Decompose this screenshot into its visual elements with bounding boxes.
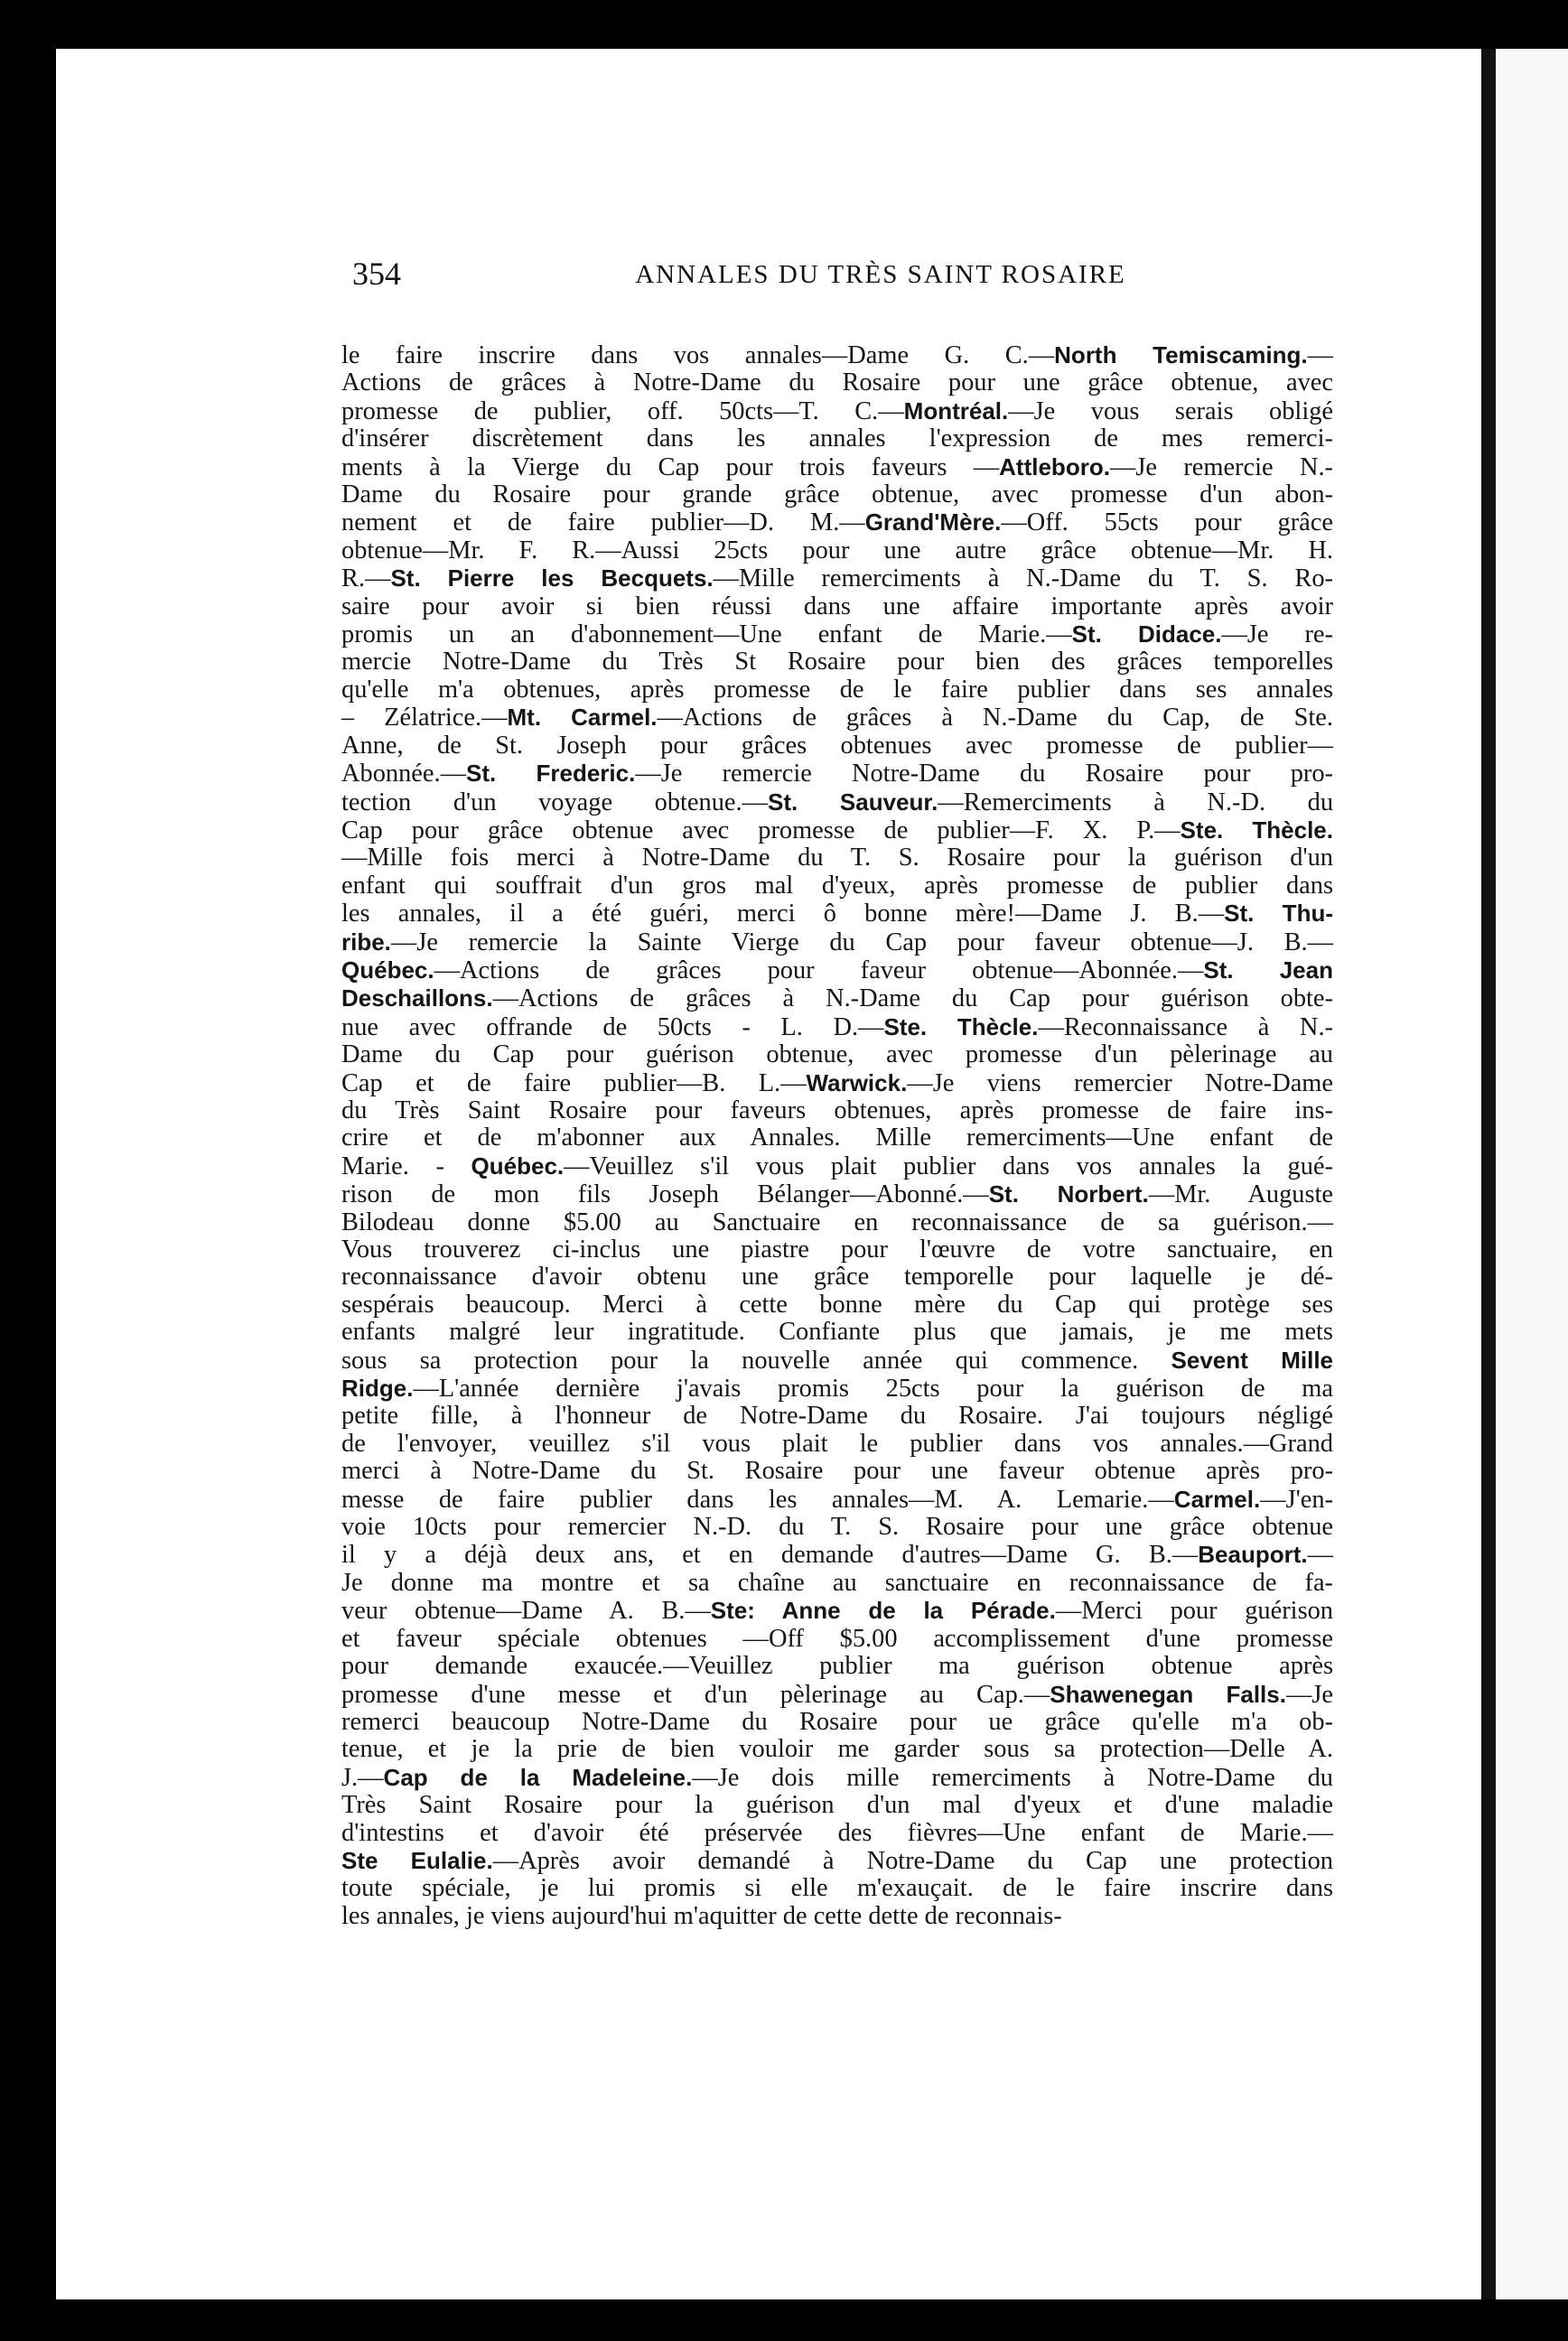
- text-run: crire et de m'abonner aux Annales. Mille remerciments—Une enfant de: [341, 1124, 1333, 1152]
- text-line: [341, 1097, 1333, 1124]
- facing-page-edge: [1496, 49, 1568, 2299]
- text-line: [341, 369, 1333, 396]
- place-name: ribe.: [341, 928, 391, 956]
- text-line: [341, 1903, 1333, 1930]
- text-line: [341, 1319, 1333, 1346]
- text-run: mercie Notre-Dame du Très St Rosaire pour bien des grâces temporelles: [341, 648, 1333, 676]
- text-run: —Remerciments à N.-D. du: [938, 788, 1334, 816]
- text-line: [341, 1541, 1333, 1569]
- place-name: Mt. Carmel.: [507, 704, 658, 732]
- text-run: tenue, et je la prie de bien vouloir me garder sous sa protection—Delle A.: [341, 1735, 1333, 1764]
- text-run: tection d'un voyage obtenue.—: [341, 788, 768, 816]
- text-run: enfants malgré leur ingratitude. Confiante plus que jamais, je me mets: [341, 1318, 1333, 1347]
- text-run: nue avec offrande de 50cts - L. D.—: [341, 1012, 884, 1041]
- text-line: [341, 1431, 1333, 1458]
- text-run: J.—: [341, 1763, 384, 1792]
- page-gutter-edge: [1481, 49, 1496, 2299]
- text-line: [341, 1792, 1333, 1819]
- text-line: [341, 481, 1333, 508]
- text-run: —Mille remerciments à N.-Dame du T. S. Ro-: [713, 564, 1333, 593]
- text-run: sespérais beaucoup. Merci à cette bonne mère du Cap qui protège ses: [341, 1290, 1333, 1319]
- text-run: Dame du Cap pour guérison obtenue, avec promesse d'un pèlerinage au: [341, 1040, 1333, 1069]
- place-name: Beauport.: [1198, 1541, 1308, 1569]
- place-name: Cap de la Madeleine.: [383, 1763, 693, 1791]
- text-run: —Off. 55cts pour grâce: [1001, 508, 1333, 537]
- text-run: —Reconnaissance à N.-: [1038, 1012, 1333, 1041]
- text-run: de l'envoyer, veuillez s'il vous plait le publier dans vos annales.—Grand: [341, 1429, 1333, 1458]
- text-run: Abonnée.—: [341, 760, 466, 788]
- text-line: [341, 1514, 1333, 1541]
- text-line: [341, 1875, 1333, 1902]
- text-line: [341, 1124, 1333, 1152]
- text-run: Très Saint Rosaire pour la guérison d'un mal d'yeux et d'une maladie: [341, 1791, 1333, 1820]
- text-line: [341, 760, 1333, 788]
- text-line: [341, 1264, 1333, 1291]
- page-header: [352, 255, 1301, 309]
- place-name: Deschaillons.: [341, 984, 493, 1012]
- text-run: rison de mon fils Joseph Bélanger—Abonné.—: [341, 1180, 989, 1209]
- text-line: [341, 620, 1333, 648]
- text-line: [341, 593, 1333, 620]
- text-run: il y a déjà deux ans, et en demande d'autres—Dame G. B.—: [341, 1541, 1199, 1570]
- text-run: d'intestins et d'avoir été préservée des fièvres—Une enfant de Marie.—: [341, 1818, 1333, 1847]
- text-run: —Je viens remercier Notre-Dame: [907, 1068, 1333, 1097]
- text-line: [341, 564, 1333, 592]
- text-run: —Veuillez s'il vous plait publier dans vos annales la gué-: [564, 1152, 1333, 1180]
- text-run: —Actions de grâces pour faveur obtenue—Abonnée.—: [434, 956, 1204, 984]
- text-run: —L'année dernière j'avais promis 25cts pour la guérison de ma: [413, 1375, 1333, 1404]
- place-name: St. Norbert.: [988, 1180, 1149, 1208]
- text-run: Cap et de faire publier—B. L.—: [341, 1068, 807, 1097]
- text-line: [341, 844, 1333, 872]
- text-line: [341, 872, 1333, 900]
- text-run: Actions de grâces à Notre-Dame du Rosaire pour une grâce obtenue, avec: [341, 368, 1333, 397]
- text-run: —Actions de grâces à N.-Dame du Cap, de Ste.: [657, 704, 1333, 732]
- text-run: pour demande exaucée.—Veuillez publier ma guérison obtenue après: [341, 1652, 1333, 1681]
- text-line: [341, 1570, 1333, 1597]
- text-line: [341, 1681, 1333, 1709]
- text-line: [341, 1292, 1333, 1319]
- text-run: les annales, il a été guéri, merci ô bonne mère!—Dame J. B.—: [341, 900, 1225, 928]
- text-line: [341, 537, 1333, 564]
- text-line: [341, 1013, 1333, 1041]
- text-run: —Je remercie Notre-Dame du Rosaire pour pro-: [635, 760, 1333, 788]
- place-name: Ste Eulalie.: [341, 1846, 493, 1874]
- place-name: Shawenegan Falls.: [1050, 1680, 1286, 1708]
- place-name: Québec.: [341, 956, 434, 984]
- text-run: du Très Saint Rosaire pour faveurs obtenues, après promesse de faire ins-: [341, 1096, 1333, 1124]
- text-line: [341, 928, 1333, 956]
- text-run: nement et de faire publier—D. M.—: [341, 508, 865, 537]
- text-run: le faire inscrire dans vos annales—Dame G. C.—: [341, 341, 1055, 369]
- text-run: sous sa protection pour la nouvelle année qui commence.: [341, 1346, 1171, 1375]
- place-name: Ste. Thècle.: [1180, 816, 1333, 844]
- text-run: obtenue—Mr. F. R.—Aussi 25cts pour une autre grâce obtenue—Mr. H.: [341, 536, 1333, 564]
- text-line: [341, 1236, 1333, 1264]
- text-line: [341, 1653, 1333, 1680]
- place-name: Sevent Mille: [1171, 1346, 1333, 1374]
- place-name: Montréal.: [903, 396, 1009, 424]
- text-line: [341, 1180, 1333, 1208]
- text-line: [341, 1209, 1333, 1236]
- text-run: petite fille, à l'honneur de Notre-Dame du Rosaire. J'ai toujours négligé: [341, 1402, 1333, 1431]
- text-line: [341, 900, 1333, 928]
- text-run: Bilodeau donne $5.00 au Sanctuaire en reconnaissance de sa guérison.—: [341, 1208, 1333, 1236]
- text-line: [341, 1597, 1333, 1625]
- text-line: [341, 676, 1333, 704]
- place-name: St. Didace.: [1071, 620, 1222, 648]
- text-run: Cap pour grâce obtenue avec promesse de publier—F. X. P.—: [341, 816, 1181, 844]
- text-run: R.—: [341, 564, 391, 593]
- text-run: Marie. -: [341, 1152, 471, 1180]
- text-run: Anne, de St. Joseph pour grâces obtenues avec promesse de publier—: [341, 731, 1333, 760]
- text-run: les annales, je viens aujourd'hui m'aquitter de cette dette de reconnais-: [341, 1901, 1062, 1930]
- place-name: St. Sauveur.: [768, 788, 938, 816]
- text-line: [341, 1847, 1333, 1875]
- text-run: —Mille fois merci à Notre-Dame du T. S. Rosaire pour la guérison d'un: [341, 844, 1333, 872]
- text-run: qu'elle m'a obtenues, après promesse de le faire publier dans ses annales: [341, 675, 1333, 704]
- text-line: [341, 1041, 1333, 1068]
- text-line: [341, 732, 1333, 760]
- place-name: Ste: Anne de la Pérade.: [710, 1597, 1056, 1625]
- text-run: remerci beaucoup Notre-Dame du Rosaire pour ue grâce qu'elle m'a ob-: [341, 1707, 1333, 1736]
- text-run: —J'en-: [1260, 1485, 1333, 1514]
- text-line: [341, 1736, 1333, 1763]
- text-line: [341, 648, 1333, 676]
- text-line: [341, 1486, 1333, 1514]
- place-name: Carmel.: [1173, 1485, 1261, 1513]
- text-run: saire pour avoir si bien réussi dans une affaire importante après avoir: [341, 592, 1333, 620]
- text-line: [341, 397, 1333, 425]
- text-line: [341, 1069, 1333, 1097]
- place-name: Warwick.: [806, 1068, 908, 1096]
- place-name: St. Frederic.: [465, 760, 636, 788]
- text-run: —Je remercie N.-: [1109, 452, 1334, 481]
- place-name: Québec.: [471, 1152, 565, 1180]
- text-run: —Je remercie la Sainte Vierge du Cap pour faveur obtenue—J. B.—: [390, 928, 1333, 956]
- text-line: [341, 1403, 1333, 1430]
- page-number: 354: [352, 256, 401, 292]
- text-run: Je donne ma montre et sa chaîne au sanctuaire en reconnaissance de fa-: [341, 1568, 1333, 1597]
- text-run: —Je re-: [1221, 620, 1333, 649]
- text-run: Vous trouverez ci-inclus une piastre pour l'œuvre de votre sanctuaire, en: [341, 1236, 1333, 1264]
- text-line: [341, 788, 1333, 816]
- place-name: Ridge.: [341, 1375, 414, 1403]
- text-run: messe de faire publier dans les annales—M. A. Lemarie.—: [341, 1485, 1174, 1514]
- place-name: St. Jean: [1203, 956, 1333, 984]
- text-run: —Je: [1285, 1680, 1333, 1709]
- running-title: ANNALES DU TRÈS SAINT ROSAIRE: [635, 260, 1126, 289]
- place-name: St. Thu-: [1224, 900, 1333, 928]
- text-run: —Mr. Auguste: [1148, 1180, 1333, 1209]
- text-run: et faveur spéciale obtenues —Off $5.00 accomplissement d'une promesse: [341, 1624, 1333, 1653]
- text-run: voie 10cts pour remercier N.-D. du T. S. Rosaire pour une grâce obtenue: [341, 1513, 1333, 1542]
- text-run: merci à Notre-Dame du St. Rosaire pour une faveur obtenue après pro-: [341, 1457, 1333, 1486]
- text-line: [341, 425, 1333, 452]
- text-line: [341, 956, 1333, 984]
- text-line: [341, 341, 1333, 369]
- text-line: [341, 1375, 1333, 1403]
- text-line: [341, 816, 1333, 844]
- article-body: [341, 341, 1333, 1930]
- text-run: —Je dois mille remerciments à Notre-Dame du: [692, 1763, 1333, 1792]
- place-name: Ste. Thècle.: [883, 1012, 1039, 1040]
- text-run: —: [1307, 1541, 1333, 1570]
- text-run: enfant qui souffrait d'un gros mal d'yeux, après promesse de publier dans: [341, 871, 1333, 900]
- text-run: veur obtenue—Dame A. B.—: [341, 1597, 711, 1626]
- text-run: promesse d'une messe et d'un pèlerinage au Cap.—: [341, 1680, 1050, 1709]
- text-run: ments à la Vierge du Cap pour trois faveurs —: [341, 452, 1000, 481]
- text-line: [341, 508, 1333, 536]
- text-line: [341, 1764, 1333, 1792]
- text-line: [341, 1347, 1333, 1375]
- text-run: —Je vous serais obligé: [1008, 396, 1334, 425]
- text-line: [341, 704, 1333, 732]
- text-run: d'insérer discrètement dans les annales l'expression de mes remerci-: [341, 424, 1333, 453]
- text-run: toute spéciale, je lui promis si elle m'exauçait. de le faire inscrire dans: [341, 1874, 1333, 1903]
- place-name: Grand'Mère.: [864, 508, 1002, 536]
- text-line: [341, 1626, 1333, 1653]
- text-run: Dame du Rosaire pour grande grâce obtenue, avec promesse d'un abon-: [341, 480, 1333, 509]
- place-name: North Temiscaming.: [1054, 341, 1308, 368]
- place-name: Attleboro.: [999, 452, 1110, 480]
- text-run: —: [1307, 341, 1333, 369]
- text-line: [341, 453, 1333, 481]
- text-run: reconnaissance d'avoir obtenu une grâce temporelle pour laquelle je dé-: [341, 1263, 1333, 1292]
- text-run: —Actions de grâces à N.-Dame du Cap pour guérison obte-: [492, 984, 1333, 1013]
- place-name: St. Pierre les Becquets.: [390, 564, 714, 592]
- text-run: promis un an d'abonnement—Une enfant de Marie.—: [341, 620, 1072, 649]
- text-line: [341, 1152, 1333, 1180]
- text-run: promesse de publier, off. 50cts—T. C.—: [341, 396, 904, 425]
- text-line: [341, 1458, 1333, 1485]
- text-run: – Zélatrice.—: [341, 704, 508, 732]
- text-line: [341, 1820, 1333, 1847]
- text-run: —Merci pour guérison: [1055, 1597, 1334, 1626]
- text-line: [341, 1709, 1333, 1736]
- text-line: [341, 984, 1333, 1012]
- text-run: —Après avoir demandé à Notre-Dame du Cap une protection: [492, 1846, 1333, 1875]
